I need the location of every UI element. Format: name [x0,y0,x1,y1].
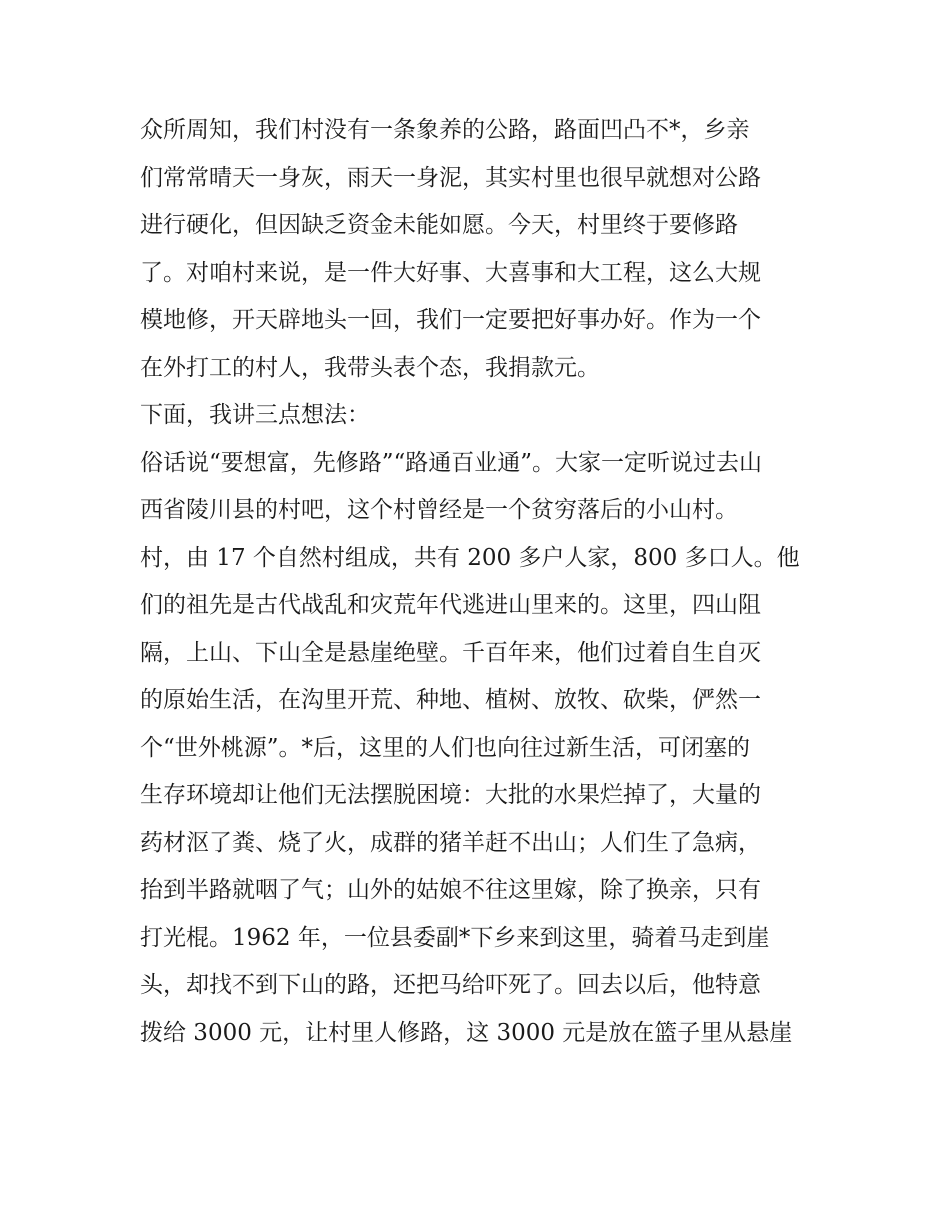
text-line: 的原始生活，在沟里开荒、种地、植树、放牧、砍柴，俨然一 [140,687,761,713]
text-line: 隔，上山、下山全是悬崖绝壁。千百年来，他们过着自生自灭 [140,639,761,666]
text-line: 们的祖先是古代战乱和灾荒年代逃进山里来的。这里，四山阻 [140,592,761,618]
text-line: 头，却找不到下山的路，还把马给吓死了。回去以后，他特意 [140,972,761,998]
text-line: 在外打工的村人，我带头表个态，我捐款元。 [140,354,600,381]
text-line: 打光棍。1962 年，一位县委副*下乡来到这里，骑着马走到崖 [140,924,770,951]
text-line: 进行硬化，但因缺乏资金未能如愿。今天，村里终于要修路 [140,212,738,238]
text-line: 拨给 3000 元，让村里人修路，这 3000 元是放在篮子里从悬崖 [140,1019,793,1046]
text-line: 抬到半路就咽了气；山外的姑娘不往这里嫁，除了换亲，只有 [140,877,761,903]
text-line: 下面，我讲三点想法： [140,402,370,428]
text-line: 药材沤了粪、烧了火，成群的猪羊赶不出山；人们生了急病， [140,829,761,856]
text-line: 俗话说“要想富，先修路”“路通百业通”。大家一定听说过去山 [140,449,763,476]
text-line: 村，由 17 个自然村组成，共有 200 多户人家，800 多口人。他 [140,544,800,571]
text-line: 模地修，开天辟地头一回，我们一定要把好事办好。作为一个 [140,307,761,333]
text-line: 西省陵川县的村吧，这个村曾经是一个贫穷落后的小山村。 [140,497,738,523]
document-body [140,107,820,1057]
text-line: 个“世外桃源”。*后，这里的人们也向往过新生活，可闭塞的 [140,734,751,761]
text-line: 了。对咱村来说，是一件大好事、大喜事和大工程，这么大规 [140,259,761,286]
text-line: 众所周知，我们村没有一条象养的公路，路面凹凸不*，乡亲 [140,117,750,143]
text-line: 生存环境却让他们无法摆脱困境：大批的水果烂掉了，大量的 [140,782,761,808]
text-line: 们常常晴天一身灰，雨天一身泥，其实村里也很早就想对公路 [140,164,761,191]
